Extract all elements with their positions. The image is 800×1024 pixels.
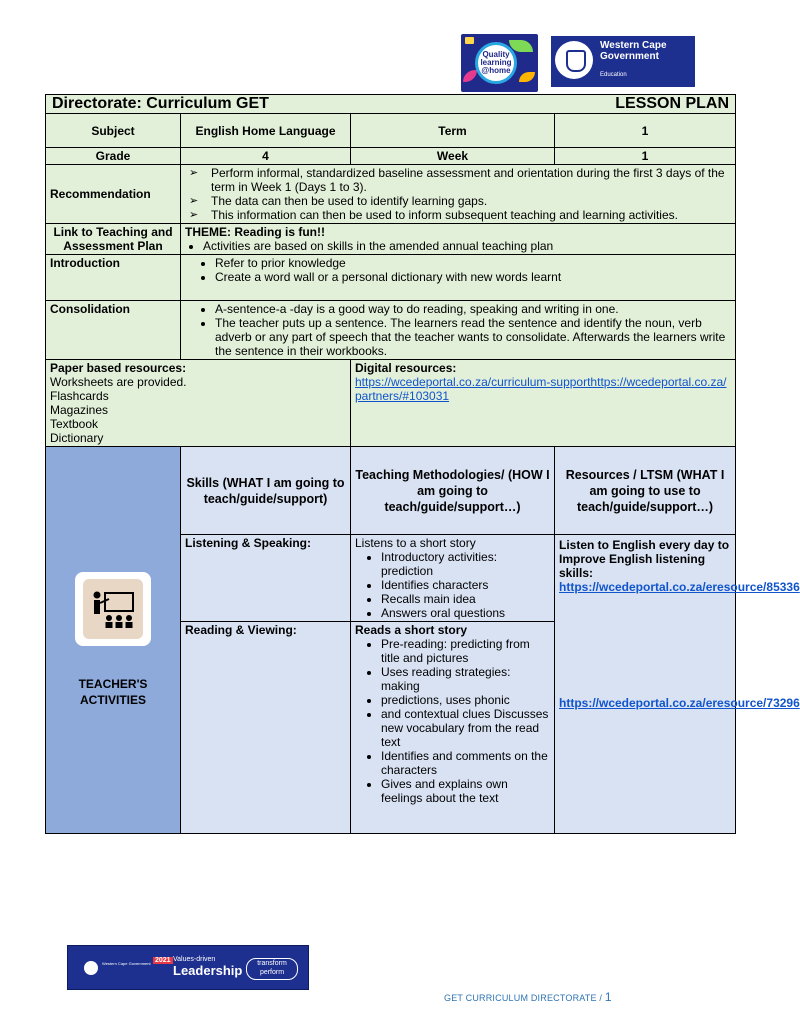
week-label: Week — [351, 148, 555, 165]
teacher-presentation-icon — [75, 572, 151, 646]
paper-resource-item: Magazines — [50, 403, 109, 417]
transform-perform-badge: transform perform — [246, 958, 298, 980]
digital-resources — [351, 360, 736, 447]
teachers-activities-label: TEACHER'S ACTIVITIES — [78, 677, 148, 707]
listening-resource-text: Listen to English every day to Improve English listening skills: — [559, 538, 730, 580]
quality-learning-logo-text: Quality learning @home — [475, 42, 517, 84]
activity-resources — [555, 535, 800, 834]
term-value: 1 — [555, 114, 736, 148]
listening-item: • Introductory activities: prediction — [381, 550, 550, 578]
paper-resources-label: Paper based resources: — [50, 361, 187, 375]
lesson-plan-table — [45, 94, 800, 834]
reading-item: • predictions, uses phonic — [381, 693, 550, 707]
recommendation-item: ➢ The data can then be used to identify learning gaps. — [211, 194, 731, 208]
paper-resource-item: Worksheets are provided. — [50, 375, 187, 389]
listening-skill: Listening & Speaking: — [181, 535, 351, 622]
paper-resource-item: Textbook — [50, 417, 99, 431]
grade-value: 4 — [181, 148, 351, 165]
values-driven-leadership-banner: Western Cape Government 2021 Values-driven Leadership transform perform — [67, 945, 309, 990]
introduction-content — [181, 255, 736, 301]
introduction-item: • Refer to prior knowledge — [215, 256, 731, 270]
listening-item: • Identifies characters — [381, 578, 550, 592]
grade-label: Grade — [46, 148, 181, 165]
consolidation-label: Consolidation — [46, 301, 181, 360]
reading-resource-link[interactable]: https://wcedeportal.co.za/eresource/73296 — [559, 696, 800, 710]
week-value: 1 — [555, 148, 736, 165]
paper-resources — [46, 360, 351, 447]
reading-intro: Reads a short story — [355, 623, 468, 637]
listening-item: • Recalls main idea — [381, 592, 550, 606]
crest-icon — [84, 961, 98, 975]
recommendation-item: ➢ Perform informal, standardized baseline assessment and orientation during the first 3 days of the term in Week 1 (Days 1 to 3). — [211, 166, 731, 194]
consolidation-item: • The teacher puts up a sentence. The learners read the sentence and identify the noun, verb adverb or any part of speech that the teacher wants to consolidate. Afterwards the learners write the sentence in their workbooks. — [215, 316, 731, 358]
digital-resources-label: Digital resources: — [355, 361, 457, 375]
reading-skill: Reading & Viewing: — [181, 622, 351, 834]
term-label: Term — [351, 114, 555, 148]
digital-resource-link[interactable]: https://wcedeportal.co.za/curriculum-supporthttps://wcedeportal.co.za/partners/#103031 — [355, 375, 727, 403]
listening-item: • Answers oral questions — [381, 606, 550, 620]
introduction-item: • Create a word wall or a personal dictionary with new words learnt — [215, 270, 731, 284]
reading-item: • and contextual clues Discusses new vocabulary from the read text — [381, 707, 550, 749]
resources-header: Resources / LTSM (WHAT I am going to use to teach/guide/support…) — [555, 447, 736, 535]
reading-item: • Gives and explains own feelings about the text — [381, 777, 550, 805]
subject-label: Subject — [46, 114, 181, 148]
teachers-activities-cell — [46, 447, 181, 834]
directorate-title: Directorate: Curriculum GET — [52, 95, 269, 112]
page-footer — [444, 990, 612, 1004]
theme-title: THEME: Reading is fun!! — [185, 225, 325, 239]
paper-resource-item: Dictionary — [50, 431, 104, 445]
paper-resource-item: Flashcards — [50, 389, 109, 403]
skills-header: Skills (WHAT I am going to teach/guide/support) — [181, 447, 351, 535]
listening-resource-link[interactable]: https://wcedeportal.co.za/eresource/85336 — [559, 580, 800, 594]
link-label: Link to Teaching and Assessment Plan — [46, 224, 181, 255]
document-header — [46, 95, 736, 114]
recommendation-label: Recommendation — [46, 165, 181, 224]
lesson-plan-title: LESSON PLAN — [615, 95, 730, 112]
reading-methods — [351, 622, 555, 834]
consolidation-item: • A-sentence-a -day is a good way to do reading, speaking and writing in one. — [215, 302, 731, 316]
western-cape-government-logo: Western Cape Government Education — [551, 36, 695, 87]
reading-item: • Identifies and comments on the characters — [381, 749, 550, 777]
recommendation-item: ➢ This information can then be used to inform subsequent teaching and learning activities. — [211, 208, 731, 222]
link-content — [181, 224, 736, 255]
reading-item: • Uses reading strategies: making — [381, 665, 550, 693]
listening-methods — [351, 535, 555, 622]
reading-item: • Pre-reading: predicting from title and pictures — [381, 637, 550, 665]
quality-learning-logo — [461, 34, 538, 92]
crest-icon — [555, 41, 593, 79]
page-number: 1 — [604, 990, 612, 1004]
consolidation-content — [181, 301, 736, 360]
methodologies-header: Teaching Methodologies/ (HOW I am going to teach/guide/support…) — [351, 447, 555, 535]
footer-directorate: GET CURRICULUM DIRECTORATE / — [444, 993, 603, 1003]
link-item: • Activities are based on skills in the amended annual teaching plan — [203, 239, 731, 253]
subject-value: English Home Language — [181, 114, 351, 148]
listening-intro: Listens to a short story — [355, 536, 476, 550]
introduction-label: Introduction — [46, 255, 181, 301]
recommendation-content — [181, 165, 736, 224]
